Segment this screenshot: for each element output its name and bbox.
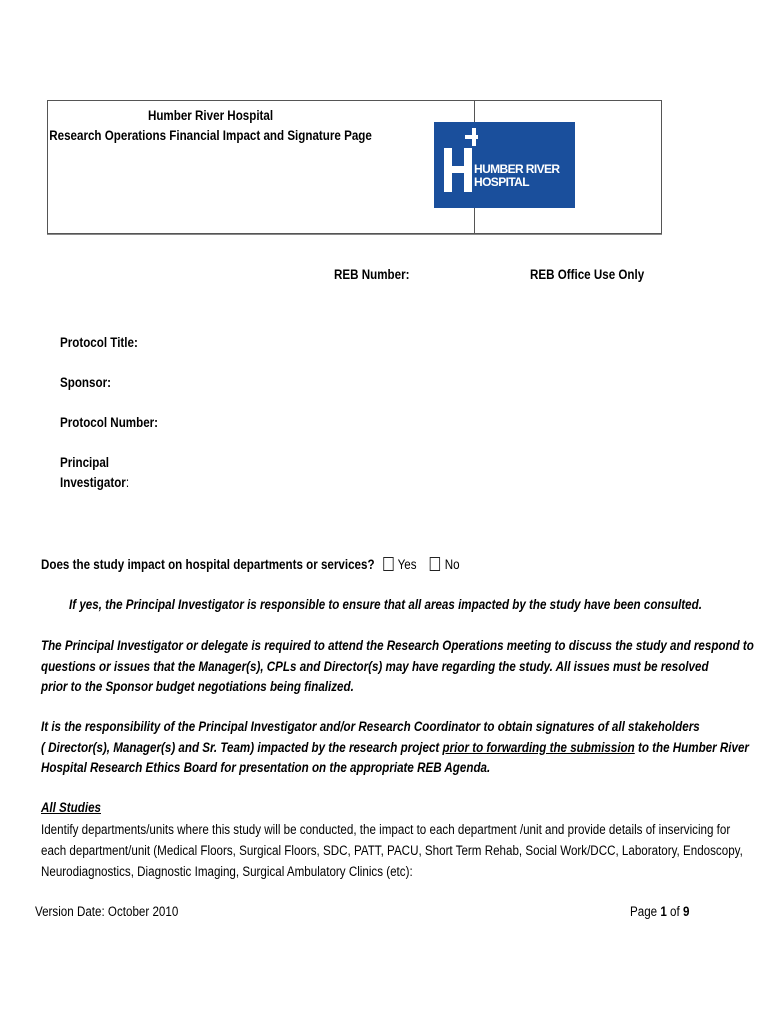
attend-meeting-paragraph: The Principal Investigator or delegate is required to attend the Research Operations meeting to discuss the study and respond to questions or issues that the Manager(s), CPLs and Director(s) may have regarding the study. All issues must be resolved prior to the Sponsor budget negotiations being finalized. [41,638,754,694]
all-studies-heading: All Studies [41,800,101,815]
page-number: Page 1 of 9 [630,904,690,919]
impact-question [41,555,460,575]
all-studies-instructions: Identify departments/units where this study will be conducted, the impact to each department /unit and provide details of inservicing for each department/unit (Medical Floors, Surgical Floors, SDC, PATT, PACU, Short Term Rehab, Social Work/DCC, Laboratory, Endoscopy, Neurodiagnostics, Diagnostic Imaging, Surgical Ambulatory Clinics (etc): [41,822,743,879]
hospital-logo [434,122,575,208]
impact-question-text: Does the study impact on hospital departments or services? [41,557,375,572]
if-yes-note: If yes, the Principal Investigator is responsible to ensure that all areas impacted by the study have been consulted. [69,597,702,612]
responsibility-paragraph: It is the responsibility of the Principal Investigator and/or Research Coordinator to obtain signatures of all stakeholders ( Director(s), Manager(s) and Sr. Team) impacted by the research project prior to forwarding the submission to the Humber River Hospital Research Ethics Board for presentation on the appropriate REB Agenda. [41,719,749,775]
sponsor-label: Sponsor: [60,375,111,390]
reb-number-label: REB Number: [334,267,410,282]
h-plus-logo-icon [442,126,478,194]
principal-investigator-label: Principal Investigator: [60,455,130,490]
yes-checkbox[interactable] [383,557,393,571]
yes-label: Yes [397,557,417,572]
no-checkbox[interactable] [430,557,440,571]
document-title [48,106,373,146]
protocol-number-label: Protocol Number: [60,415,159,430]
version-date: Version Date: October 2010 [35,904,179,919]
protocol-title-label: Protocol Title: [60,335,138,350]
no-label: No [444,557,460,572]
hospital-name: Humber River Hospital [147,108,274,123]
logo-text: HUMBER RIVER HOSPITAL [474,162,560,189]
page-title: Research Operations Financial Impact and Signature Page [49,128,372,143]
reb-office-use-label: REB Office Use Only [530,267,645,282]
header-box [47,100,662,234]
prior-to-forwarding-emphasis: prior to forwarding the submission [442,739,635,755]
